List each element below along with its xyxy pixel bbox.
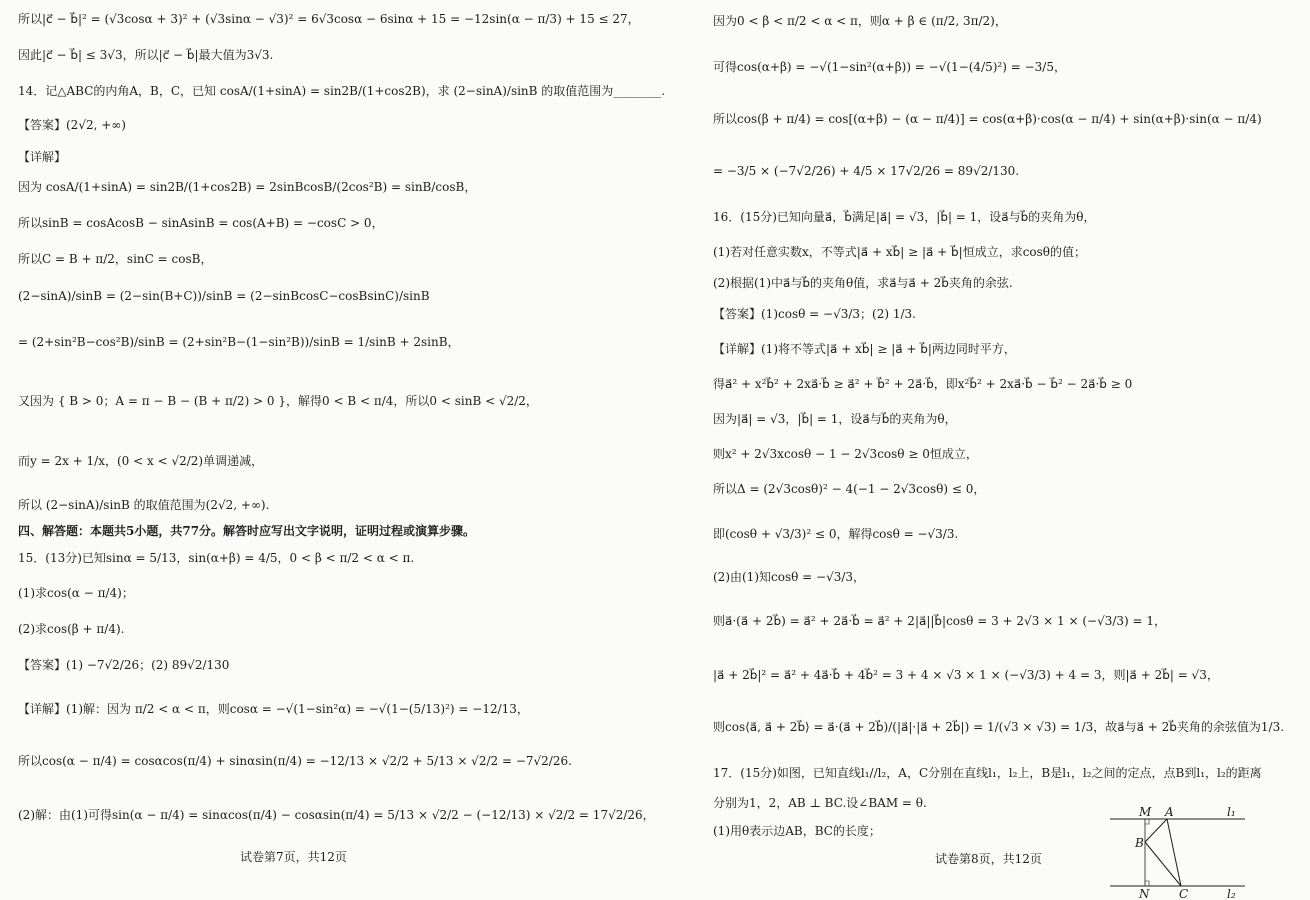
section-heading: 四、解答题：本题共5小题，共77分。解答时应写出文字说明，证明过程或演算步骤。 (18, 524, 476, 538)
text-line: 所以Δ = (2√3cosθ)² − 4(−1 − 2√3cosθ) ≤ 0， (713, 482, 986, 496)
text-line: |a⃗ + 2b⃗|² = a⃗² + 4a⃗·b⃗ + 4b⃗² = 3 + 4 × √3 × 1 × (−√3/3) + 4 = 3，则|a⃗ + 2b⃗| = √3， (713, 668, 1219, 682)
text-line: 因为0 < β < π/2 < α < π，则α + β ∈ (π/2, 3π/2)， (713, 14, 1007, 28)
label-m: M (1139, 805, 1152, 819)
text-line: 所以sinB = cosAcosB − sinAsinB = cos(A+B) = −cosC > 0， (18, 216, 384, 230)
text-line: 又因为 { B > 0；A = π − B − (B + π/2) > 0 }，解得0 < B < π/4，所以0 < sinB < √2/2， (18, 394, 538, 408)
text-line: (1)若对任意实数x，不等式|a⃗ + xb⃗| ≥ |a⃗ + b⃗|恒成立，求cosθ的值； (713, 245, 1087, 259)
text-line: 所以cos(β + π/4) = cos[(α+β) − (α − π/4)] = cos(α+β)·cos(α − π/4) + sin(α+β)·sin(α − π/4) (713, 112, 1262, 126)
segment-ab (1145, 819, 1167, 842)
text-line: (2−sinA)/sinB = (2−sin(B+C))/sinB = (2−sinBcosC−cosBsinC)/sinB (18, 289, 430, 303)
label-n: N (1139, 887, 1150, 900)
right-angle-n (1145, 881, 1149, 886)
text-line: 【详解】(1)解：因为 π/2 < α < π，则cosα = −√(1−sin²α) = −√(1−(5/13)²) = −12/13， (18, 702, 529, 716)
segment-bc (1145, 842, 1181, 886)
label-l2: l₂ (1227, 887, 1236, 900)
detail-label: 【详解】(1)将不等式|a⃗ + xb⃗| ≥ |a⃗ + b⃗|两边同时平方， (713, 342, 1016, 356)
text-line: (2)解：由(1)可得sin(α − π/4) = sinαcos(π/4) − cosαsin(π/4) = 5/13 × √2/2 − (−12/13) × √2/2 = 17√2/26， (18, 808, 655, 822)
text-line: (1)用θ表示边AB，BC的长度； (713, 824, 881, 838)
question-16: 16．(15分)已知向量a⃗，b⃗满足|a⃗| = √3，|b⃗| = 1，设a⃗与b⃗的夹角为θ， (713, 210, 1096, 224)
text-line: 分别为1，2，AB ⊥ BC.设∠BAM = θ. (713, 796, 927, 810)
label-a: A (1165, 805, 1174, 819)
text-line: 因为|a⃗| = √3，|b⃗| = 1，设a⃗与b⃗的夹角为θ， (713, 412, 957, 426)
text-line: = −3/5 × (−7√2/26) + 4/5 × 17√2/26 = 89√2/130. (713, 164, 1020, 178)
text-line: 即(cosθ + √3/3)² ≤ 0，解得cosθ = −√3/3. (713, 527, 959, 541)
text-line: 因此|c⃗ − b⃗| ≤ 3√3，所以|c⃗ − b⃗|最大值为3√3. (18, 48, 274, 62)
question-14: 14．记△ABC的内角A，B，C，已知 cosA/(1+sinA) = sin2B/(1+cos2B)，求 (2−sinA)/sinB 的取值范围为________. (18, 84, 666, 98)
label-c: C (1179, 887, 1189, 900)
text-line: 则a⃗·(a⃗ + 2b⃗) = a⃗² + 2a⃗·b⃗ = a⃗² + 2|a⃗||b⃗|cosθ = 3 + 2√3 × 1 × (−√3/3) = 1， (713, 614, 1167, 628)
right-angle-m (1145, 819, 1149, 824)
text-line: 因为 cosA/(1+sinA) = sin2B/(1+cos2B) = 2sinBcosB/(2cos²B) = sinB/cosB， (18, 180, 477, 194)
text-line: (2)求cos(β + π/4). (18, 622, 125, 636)
text-line: 所以 (2−sinA)/sinB 的取值范围为(2√2, +∞). (18, 498, 270, 512)
text-line: 可得cos(α+β) = −√(1−sin²(α+β)) = −√(1−(4/5)²) = −3/5， (713, 60, 1066, 74)
page-footer: 试卷第7页，共12页 (240, 850, 347, 864)
text-line: = (2+sin²B−cos²B)/sinB = (2+sin²B−(1−sin²B))/sinB = 1/sinB + 2sinB， (18, 335, 460, 349)
text-line: 得a⃗² + x²b⃗² + 2xa⃗·b⃗ ≥ a⃗² + b⃗² + 2a⃗·b⃗，即x²b⃗² + 2xa⃗·b⃗ − b⃗² − 2a⃗·b⃗ ≥ 0 (713, 377, 1133, 391)
question-17: 17．(15分)如图，已知直线l₁//l₂，A，C分别在直线l₁，l₂上，B是l₁，l₂之间的定点，点B到l₁，l₂的距离 (713, 766, 1262, 780)
answer-label: 【答案】(1) −7√2/26；(2) 89√2/130 (18, 658, 230, 672)
text-line: 所以|c⃗ − b⃗|² = (√3cosα + 3)² + (√3sinα − √3)² = 6√3cosα − 6sinα + 15 = −12sin(α − π/3) + 15 ≤ 27， (18, 12, 640, 26)
text-line: (1)求cos(α − π/4)； (18, 586, 134, 600)
page-footer: 试卷第8页，共12页 (935, 852, 1042, 866)
text-line: (2)由(1)知cosθ = −√3/3， (713, 570, 866, 584)
text-line: 所以C = B + π/2，sinC = cosB， (18, 252, 213, 266)
label-l1: l₁ (1227, 805, 1236, 819)
text-line: (2)根据(1)中a⃗与b⃗的夹角θ值，求a⃗与a⃗ + 2b⃗夹角的余弦. (713, 276, 1013, 290)
answer-label: 【答案】(2√2, +∞) (18, 118, 126, 132)
text-line: 所以cos(α − π/4) = cosαcos(π/4) + sinαsin(π/4) = −12/13 × √2/2 + 5/13 × √2/2 = −7√2/26. (18, 754, 572, 768)
detail-label: 【详解】 (18, 150, 67, 164)
geometry-figure (1105, 800, 1255, 900)
text-line: 则cos⟨a⃗, a⃗ + 2b⃗⟩ = a⃗·(a⃗ + 2b⃗)/(|a⃗|·|a⃗ + 2b⃗|) = 1/(√3 × √3) = 1/3，故a⃗与a⃗ + 2b⃗夹角的余弦值为1/3. (713, 720, 1285, 734)
right-page (655, 0, 1310, 900)
segment-ac (1167, 819, 1181, 886)
label-b: B (1135, 836, 1144, 850)
text-line: 则x² + 2√3xcosθ − 1 − 2√3cosθ ≥ 0恒成立， (713, 447, 978, 461)
answer-label: 【答案】(1)cosθ = −√3/3；(2) 1/3. (713, 307, 916, 321)
text-line: 而y = 2x + 1/x，(0 < x < √2/2)单调递减， (18, 454, 264, 468)
question-15: 15．(13分)已知sinα = 5/13，sin(α+β) = 4/5，0 < β < π/2 < α < π. (18, 551, 415, 565)
